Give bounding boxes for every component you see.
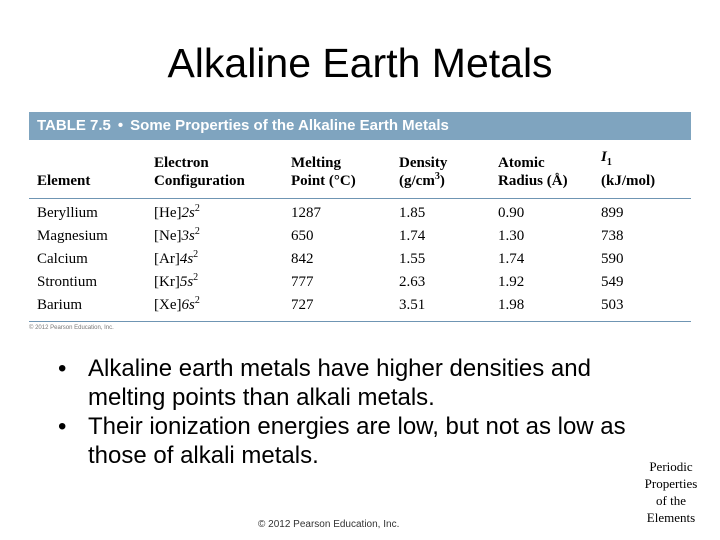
table-row (29, 202, 691, 225)
cell-config: $[Ne]3s^2$ (154, 226, 200, 244)
col-header-radius: Atomic Radius (Å) (498, 155, 568, 189)
cell-ionization: 738 (601, 228, 624, 244)
table-label: TABLE 7.5 (37, 117, 111, 134)
table-copyright: © 2012 Pearson Education, Inc. (29, 325, 114, 331)
bullet-list (58, 354, 648, 470)
bullet-mark: • (58, 413, 67, 440)
col-header-density: Density $(g/cm^3)$ (399, 155, 448, 189)
cell-element: Magnesium (37, 228, 108, 244)
cell-density: 1.55 (399, 251, 426, 267)
cell-element: Calcium (37, 251, 88, 267)
cell-density: 3.51 (399, 297, 426, 313)
cell-radius: 0.90 (498, 205, 525, 221)
caption-bullet: • (117, 117, 124, 134)
bullet-mark: • (58, 355, 67, 382)
section-label-line: Elements (646, 510, 696, 525)
col-header-config: Electron Configuration (154, 155, 245, 189)
table-row (29, 248, 691, 271)
cell-element: Strontium (37, 274, 98, 290)
cell-radius: 1.98 (498, 297, 525, 313)
section-label (636, 458, 706, 526)
cell-config: $[Kr]5s^2$ (154, 272, 199, 290)
cell-radius: 1.92 (498, 274, 525, 290)
cell-config: $[Xe]6s^2$ (154, 295, 200, 313)
cell-element: Barium (37, 297, 82, 313)
cell-melting: 727 (291, 297, 314, 313)
cell-density: 2.63 (399, 274, 426, 290)
table-header-row (29, 140, 691, 194)
col-header-melting: Melting Point (°C) (291, 155, 356, 189)
cell-density: 1.74 (399, 228, 426, 244)
footer-copyright: © 2012 Pearson Education, Inc. (258, 519, 400, 530)
table-caption: Some Properties of the Alkaline Earth Metals (130, 117, 449, 134)
section-label-line: Properties (644, 476, 698, 491)
bullet-text: Their ionization energies are low, but not as low as those of alkali metals. (88, 413, 626, 469)
table-row (29, 294, 691, 317)
cell-ionization: 590 (601, 251, 624, 267)
section-label-line: Periodic (649, 459, 693, 474)
cell-melting: 777 (291, 274, 314, 290)
table-bottom-rule (29, 321, 691, 322)
properties-table (29, 112, 691, 331)
cell-melting: 650 (291, 228, 314, 244)
cell-ionization: 899 (601, 205, 624, 221)
section-label-line: of the (656, 493, 686, 508)
cell-density: 1.85 (399, 205, 426, 221)
table-caption-bar (29, 112, 691, 140)
table-row (29, 225, 691, 248)
cell-element: Beryllium (37, 205, 98, 221)
table-row (29, 271, 691, 294)
cell-radius: 1.30 (498, 228, 525, 244)
bullet-text: Alkaline earth metals have higher densities and melting points than alkali metals. (88, 355, 591, 411)
col-header-element: Element (37, 173, 91, 189)
cell-melting: 1287 (291, 205, 321, 221)
cell-melting: 842 (291, 251, 314, 267)
cell-ionization: 503 (601, 297, 624, 313)
bullet-item (58, 354, 648, 412)
cell-radius: 1.74 (498, 251, 525, 267)
slide-title: Alkaline Earth Metals (167, 40, 553, 86)
col-header-ionization: $I_1$ (kJ/mol) (601, 149, 656, 189)
cell-config: $[Ar]4s^2$ (154, 249, 199, 267)
cell-config: $[He]2s^2$ (154, 203, 200, 221)
bullet-item (58, 412, 648, 470)
cell-ionization: 549 (601, 274, 624, 290)
